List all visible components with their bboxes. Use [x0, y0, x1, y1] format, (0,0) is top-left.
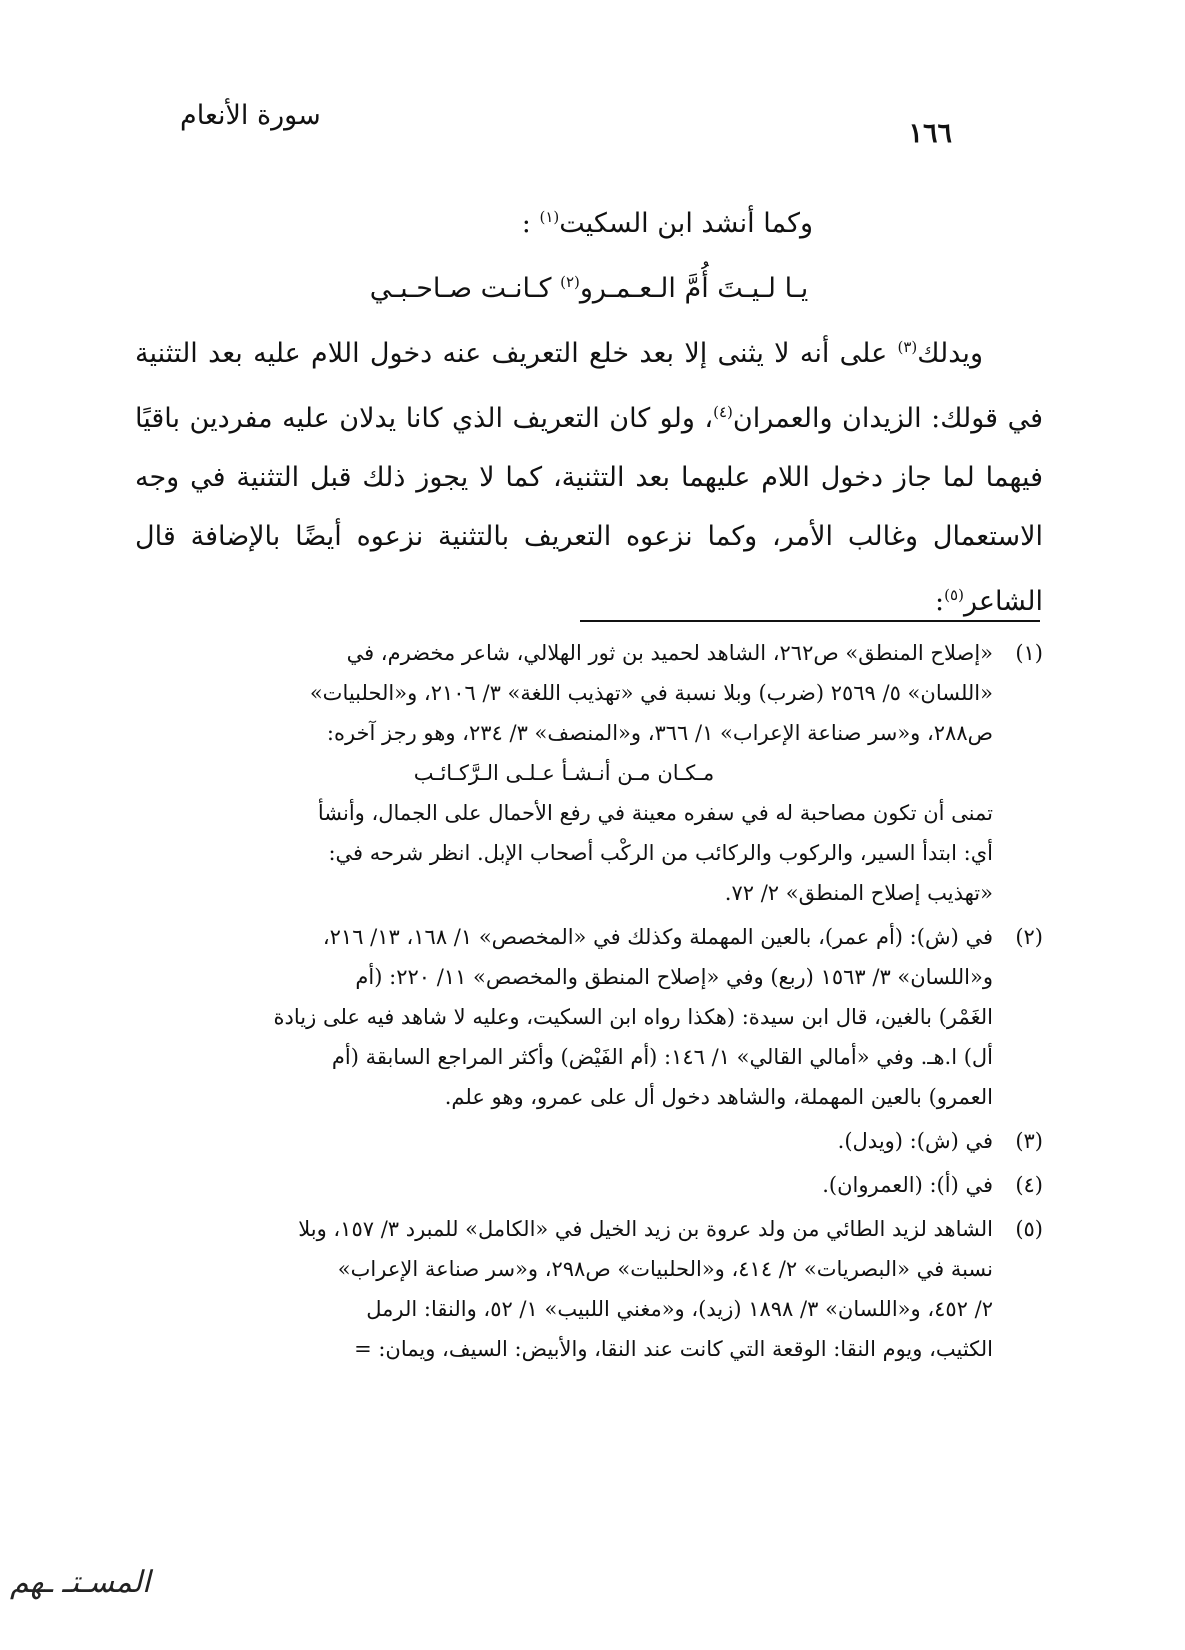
intro-line [135, 188, 1043, 253]
paragraph-colon: : [935, 586, 945, 617]
footnote-5 [135, 1209, 1043, 1369]
footnote-number: (٤) [1015, 1173, 1043, 1197]
publisher-logo: المسـتـ ـهم [10, 1565, 151, 1600]
page-number: ١٦٦ [908, 118, 952, 149]
footnote-line: ٢/ ٤٥٢، و«اللسان» ٣/ ١٨٩٨ (زيد)، و«مغني اللبيب» ١/ ٥٢، والنقا: الرمل [366, 1297, 993, 1321]
footnote-ref: (٢) [560, 273, 580, 291]
footnote-line: أي: ابتدأ السير، والركوب والركائب من الركْب أصحاب الإبل. انظر شرحه في: [328, 841, 993, 865]
footnote-line: الغَمْر) بالغين، قال ابن سيدة: (هكذا رواه ابن السكيت، وعليه لا شاهد فيه على زيادة [273, 1005, 993, 1029]
footnote-line: الكثيب، ويوم النقا: الوقعة التي كانت عند النقا، والأبيض: السيف، ويمان: = [354, 1337, 993, 1361]
verse-part-a: يـا لـيـتَ أُمَّ الـعـمـرو [579, 273, 809, 304]
footnote-4 [135, 1165, 1043, 1205]
footnote-1 [135, 633, 1043, 913]
footnote-number: (٣) [1015, 1129, 1043, 1153]
footnote-line: في (ش): (ويدل). [837, 1129, 993, 1153]
paragraph-start: ويدلك [917, 338, 983, 369]
footnote-line: العمرو) بالعين المهملة، والشاهد دخول أل على عمرو، وهو علم. [444, 1085, 993, 1109]
paragraph-text: على أنه لا يثنى إلا بعد خلع التعريف عنه دخول اللام عليه بعد التثنية في قولك: الزيدان والعمران [135, 338, 1043, 434]
footnote-line: و«اللسان» ٣/ ١٥٦٣ (ربع) وفي «إصلاح المنطق والمخصص» ١١/ ٢٢٠: (أم [355, 965, 993, 989]
running-header-title: سورة الأنعام [180, 100, 321, 131]
footnote-2 [135, 917, 1043, 1117]
footnote-line: الشاهد لزيد الطائي من ولد عروة بن زيد الخيل في «الكامل» للمبرد ٣/ ١٥٧، وبلا [298, 1217, 993, 1241]
footnote-body [135, 1121, 993, 1161]
footnote-line: «تهذيب إصلاح المنطق» ٢/ ٧٢. [724, 881, 993, 905]
footnote-line: «اللسان» ٥/ ٢٥٦٩ (ضرب) وبلا نسبة في «تهذيب اللغة» ٣/ ٢١٠٦، و«الحلبيات» [309, 681, 993, 705]
footnote-body [135, 917, 993, 1117]
footnote-line: في (أ): (العمروان). [822, 1173, 993, 1197]
footnote-ref: (٣) [897, 338, 918, 356]
intro-text: وكما أنشد ابن السكيت [559, 208, 813, 239]
footnote-ref: (٥) [944, 586, 964, 604]
footnote-line: نسبة في «البصريات» ٢/ ٤١٤، و«الحلبيات» ص٢٩٨، و«سر صناعة الإعراب» [337, 1257, 993, 1281]
main-text [135, 188, 1043, 631]
footnote-number: (٥) [1015, 1217, 1043, 1241]
footnotes [135, 633, 1043, 1373]
footnote-verse: مـكـان مـن أنـشـأ عـلـى الـرَّكـائـب [413, 761, 715, 785]
footnote-divider [580, 620, 1040, 622]
footnote-body [135, 633, 993, 913]
footnote-3 [135, 1121, 1043, 1161]
paragraph [135, 318, 1043, 631]
footnote-line: في (ش): (أم عمر)، بالعين المهملة وكذلك في «المخصص» ١/ ١٦٨، ١٣/ ٢١٦، [322, 925, 993, 949]
footnote-number: (٢) [1015, 925, 1043, 949]
footnote-line: «إصلاح المنطق» ص٢٦٢، الشاهد لحميد بن ثور الهلالي، شاعر مخضرم، في [346, 641, 993, 665]
footnote-number: (١) [1015, 641, 1043, 665]
footnote-body [135, 1209, 993, 1369]
footnote-ref: (١) [539, 208, 560, 226]
intro-colon: : [521, 208, 531, 239]
footnote-line: ص٢٨٨، و«سر صناعة الإعراب» ١/ ٣٦٦، و«المنصف» ٣/ ٢٣٤، وهو رجز آخره: [326, 721, 993, 745]
verse-part-b: كـانـت صـاحـبـي [369, 273, 561, 304]
footnote-body [135, 1165, 993, 1205]
footnote-ref: (٤) [713, 403, 733, 421]
verse-line [135, 253, 1043, 318]
footnote-line: أل) ا.هـ. وفي «أمالي القالي» ١/ ١٤٦: (أم الفَيْض) وأكثر المراجع السابقة (أم [331, 1045, 993, 1069]
footnote-line: تمنى أن تكون مصاحبة له في سفره معينة في رفع الأحمال على الجمال، وأنشأ [317, 801, 993, 825]
paragraph-text-2: ، ولو كان التعريف الذي كانا يدلان عليه مفردين باقيًا فيهما لما جاز دخول اللام عليهما بعد التثنية، كما لا يجوز ذلك قبل التثنية في وجه الاستعمال وغالب الأمر، وكما نزعوه التعريف بالتثنية نزعوه أيضًا بالإضافة قال الشاعر [135, 403, 1043, 617]
